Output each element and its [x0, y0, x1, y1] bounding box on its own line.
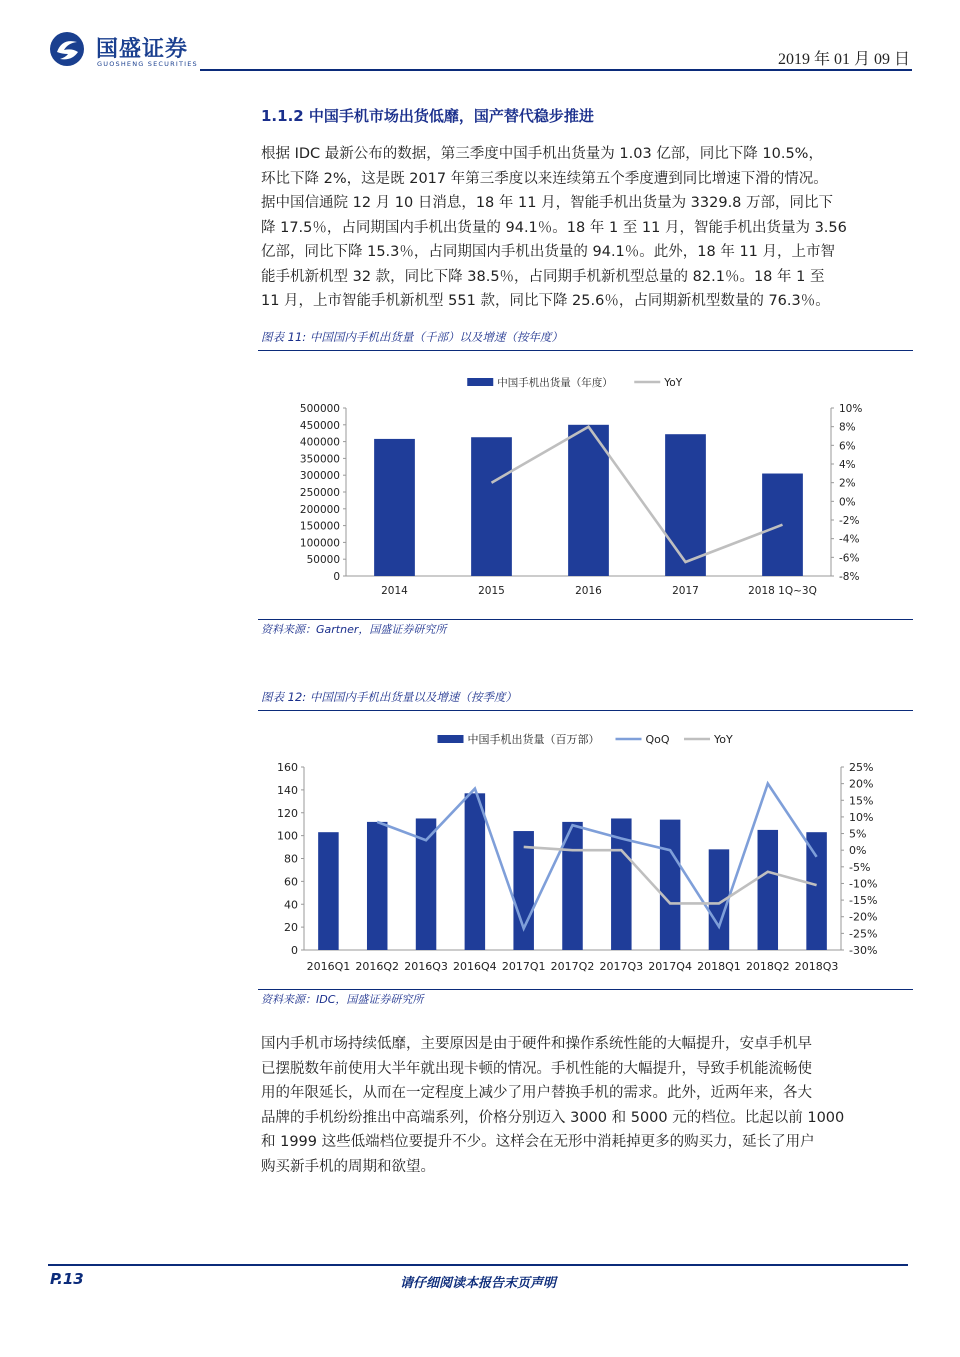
x-tick-label: 2016Q1 — [306, 960, 351, 973]
y-tick-label: 200000 — [299, 503, 340, 516]
y2-tick-label: -4% — [839, 533, 860, 546]
paragraph-line: 降 17.5％，占同期国内手机出货量的 94.1％。18 年 1 至 11 月，智能手机出货量为 3.56 — [261, 219, 847, 236]
paragraph-line: 和 1999 这些低端档位要提升不少。这样会在无形中消耗掉更多的购买力，延长了用户 — [261, 1134, 815, 1150]
bar — [513, 831, 534, 950]
x-tick-label: 2014 — [381, 585, 408, 597]
header-rule — [200, 69, 912, 71]
y2-tick-label: 0% — [839, 496, 856, 509]
figure-11-title: 图表 11: 中国国内手机出货量（千部）以及增速（按年度） — [261, 330, 563, 344]
y2-tick-label: 20% — [849, 777, 874, 791]
x-tick-label: 2017Q3 — [599, 960, 644, 973]
line-series-qoq — [377, 784, 816, 929]
figure-11-chart — [258, 352, 913, 617]
y-tick-label: 60 — [284, 875, 298, 889]
y-tick-label: 150000 — [299, 520, 340, 533]
y2-tick-label: 4% — [839, 459, 856, 471]
y2-tick-label: -5% — [849, 860, 871, 874]
paragraph-line: 品牌的手机纷纷推出中高端系列，价格分别迈入 3000 和 5000 元的档位。比起以前 1000 — [261, 1109, 845, 1126]
figure-12-source: 资料来源：IDC，国盛证券研究所 — [261, 993, 424, 1006]
figure-12-bottom-rule — [258, 989, 913, 990]
paragraph-line: 环比下降 2%，这是既 2017 年第三季度以来连续第五个季度遭到同比增速下滑的情况。 — [261, 170, 828, 187]
figure-12-top-rule — [258, 710, 913, 711]
x-tick-label: 2017Q4 — [648, 960, 692, 973]
y-tick-label: 160 — [277, 761, 298, 774]
y-tick-label: 250000 — [299, 487, 340, 499]
y2-tick-label: 15% — [849, 794, 874, 808]
footer-rule — [48, 1264, 908, 1266]
paragraph-2 — [261, 1032, 921, 1179]
y-tick-label: 40 — [284, 898, 298, 912]
paragraph-line: 亿部，同比下降 15.3％，占同期国内手机出货量的 94.1％。此外，18 年 11 月，上市智 — [261, 244, 836, 260]
bar — [367, 822, 388, 950]
legend-label: YoY — [714, 733, 733, 746]
report-date: 2019 年 01 月 09 日 — [777, 51, 910, 68]
brand-name: 国盛证券 — [96, 37, 189, 62]
brand-name-en: GUOSHENG SECURITIES — [97, 60, 198, 68]
y2-tick-label: 2% — [839, 477, 856, 490]
x-tick-label: 2016 — [575, 585, 602, 597]
y2-tick-label: 8% — [839, 421, 856, 434]
legend-label: QoQ — [645, 733, 670, 746]
y2-tick-label: -8% — [839, 571, 860, 583]
y2-tick-label: 5% — [849, 827, 867, 841]
paragraph-line: 根据 IDC 最新公布的数据，第三季度中国手机出货量为 1.03 亿部，同比下降 10.5%， — [261, 146, 823, 162]
bar — [806, 832, 827, 950]
y2-tick-label: 10% — [839, 403, 863, 415]
paragraph-1 — [261, 142, 921, 314]
x-tick-label: 2017Q1 — [501, 960, 546, 973]
y-tick-label: 350000 — [299, 453, 340, 466]
y-tick-label: 100000 — [299, 537, 340, 550]
bar — [465, 793, 486, 950]
y-tick-label: 0 — [333, 571, 340, 583]
y2-tick-label: -2% — [839, 515, 860, 527]
legend-swatch — [467, 378, 493, 386]
y-tick-label: 80 — [284, 852, 298, 866]
y2-tick-label: -20% — [849, 910, 878, 924]
figure-11-bottom-rule — [258, 619, 913, 620]
x-tick-label: 2018Q1 — [697, 960, 741, 973]
legend-label: 中国手机出货量（百万部） — [467, 733, 600, 746]
y-tick-label: 500000 — [299, 403, 340, 415]
paragraph-line: 已摆脱数年前使用大半年就出现卡顿的情况。手机性能的大幅提升，导致手机能流畅使 — [261, 1060, 812, 1077]
x-tick-label: 2016Q2 — [355, 960, 400, 973]
y-tick-label: 400000 — [299, 436, 340, 449]
y2-tick-label: -10% — [849, 877, 878, 891]
y2-tick-label: -30% — [849, 944, 878, 957]
y-tick-label: 300000 — [299, 470, 340, 483]
legend-label: 中国手机出货量（年度） — [497, 377, 613, 389]
figure-12-title: 图表 12: 中国国内手机出货量以及增速（按季度） — [261, 690, 517, 704]
bar — [660, 820, 681, 950]
bar — [471, 437, 512, 576]
disclaimer-notice: 请仔细阅读本报告末页声明 — [400, 1276, 557, 1291]
paragraph-line: 国内手机市场持续低靡，主要原因是由于硬件和操作系统性能的大幅提升，安卓手机早 — [261, 1036, 812, 1052]
x-tick-label: 2018Q2 — [745, 960, 790, 973]
line-series-yoy — [492, 427, 783, 562]
x-tick-label: 2016Q3 — [404, 960, 448, 973]
y-tick-label: 0 — [291, 944, 298, 957]
y2-tick-label: -6% — [839, 552, 860, 565]
x-tick-label: 2017 — [672, 585, 699, 597]
header — [40, 20, 920, 72]
legend-label: YoY — [664, 377, 683, 389]
y2-tick-label: 0% — [849, 844, 867, 858]
paragraph-line: 11 月，上市智能手机新机型 551 款，同比下降 25.6％，占同期新机型数量的 76.3％。 — [261, 293, 830, 309]
page-number: P.13 — [50, 1270, 84, 1288]
y-tick-label: 140 — [277, 783, 298, 797]
bar — [318, 832, 339, 950]
x-tick-label: 2018 1Q~3Q — [748, 585, 817, 597]
y-tick-label: 120 — [277, 806, 298, 820]
brand-logo-icon — [48, 30, 86, 68]
figure-12-chart — [258, 712, 913, 988]
y2-tick-label: 10% — [849, 810, 874, 824]
x-tick-label: 2015 — [478, 585, 505, 597]
y2-tick-label: 25% — [849, 761, 874, 774]
x-tick-label: 2016Q4 — [453, 960, 497, 973]
y2-tick-label: -25% — [849, 927, 878, 941]
paragraph-line: 据中国信通院 12 月 10 日消息，18 年 11 月，智能手机出货量为 3329.8 万部，同比下 — [261, 195, 834, 211]
y-tick-label: 20 — [284, 921, 298, 935]
paragraph-line: 用的年限延长，从而在一定程度上减少了用户替换手机的需求。此外，近两年来，各大 — [261, 1085, 812, 1101]
bar — [758, 830, 779, 950]
figure-11-top-rule — [258, 350, 913, 351]
paragraph-line: 能手机新机型 32 款，同比下降 38.5％，占同期手机新机型总量的 82.1％。18 年 1 至 — [261, 268, 825, 285]
y-tick-label: 100 — [277, 829, 298, 843]
y2-tick-label: -15% — [849, 894, 878, 908]
figure-11-source: 资料来源：Gartner，国盛证券研究所 — [261, 623, 447, 636]
y-tick-label: 450000 — [299, 419, 340, 432]
section-title: 1.1.2 中国手机市场出货低靡，国产替代稳步推进 — [261, 107, 594, 125]
bar — [374, 439, 415, 576]
y-tick-label: 50000 — [306, 554, 340, 567]
paragraph-line: 购买新手机的周期和欲望。 — [261, 1158, 435, 1175]
x-tick-label: 2018Q3 — [794, 960, 839, 973]
legend-swatch — [438, 735, 464, 743]
bar — [665, 434, 706, 576]
y2-tick-label: 6% — [839, 440, 856, 453]
x-tick-label: 2017Q2 — [550, 960, 595, 973]
